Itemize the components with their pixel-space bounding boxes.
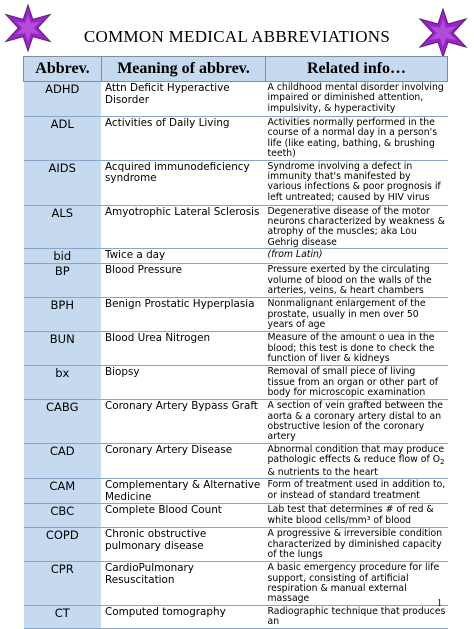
table-row — [24, 504, 448, 528]
abbreviation-cell: CBC — [24, 504, 102, 528]
meaning-cell: Biopsy — [102, 366, 266, 400]
related-info-cell: Nonmalignant enlargement of the prostate, usually in men over 50 years of age — [266, 298, 448, 332]
meaning-cell: Acquired immunodeficiency syndrome — [102, 160, 266, 205]
abbreviation-cell: bid — [24, 249, 102, 264]
table-header-row — [24, 57, 448, 82]
related-info-cell: Abnormal condition that may produce pathologic effects & reduce flow of $O_2$ & nutrients to the heart — [266, 443, 448, 478]
related-info-cell: A section of vein grafted between the aorta & a coronary artery distal to an obstructive lesion of the coronary artery — [266, 400, 448, 444]
page-title: COMMON MEDICAL ABBREVIATIONS — [83, 27, 391, 46]
column-header-meaning: Meaning of abbrev. — [102, 57, 266, 82]
meaning-cell: Computed tomography — [102, 605, 266, 628]
meaning-cell: Twice a day — [102, 249, 266, 264]
column-header-abbrev: Abbrev. — [24, 57, 102, 82]
related-info-cell: Radiographic technique that produces an — [266, 605, 448, 628]
page-number: 1 — [437, 598, 442, 609]
meaning-cell: CardioPulmonary Resuscitation — [102, 562, 266, 606]
column-header-related-info: Related info… — [266, 57, 448, 82]
abbreviation-cell: ADL — [24, 117, 102, 161]
table-row — [24, 205, 448, 249]
table-row — [24, 249, 448, 264]
meaning-cell: Complete Blood Count — [102, 504, 266, 528]
table-row — [24, 117, 448, 161]
table-row — [24, 160, 448, 205]
related-info-cell: Degenerative disease of the motor neurons characterized by weakness & atrophy of the muscles; aka Lou Gehrig disease — [266, 205, 448, 249]
meaning-cell: Blood Pressure — [102, 264, 266, 298]
abbreviations-table — [23, 56, 448, 629]
abbreviation-cell: COPD — [24, 528, 102, 562]
table-row — [24, 528, 448, 562]
table-row — [24, 605, 448, 628]
table-row — [24, 562, 448, 606]
meaning-cell: Coronary Artery Bypass Graft — [102, 400, 266, 444]
related-info-cell: Removal of small piece of living tissue from an organ or other part of body for microscopic examination — [266, 366, 448, 400]
meaning-cell: Coronary Artery Disease — [102, 443, 266, 478]
table-row — [24, 332, 448, 366]
abbreviation-cell: bx — [24, 366, 102, 400]
abbreviation-cell: BP — [24, 264, 102, 298]
meaning-cell: Activities of Daily Living — [102, 117, 266, 161]
table-row — [24, 479, 448, 504]
table-row — [24, 443, 448, 478]
abbreviation-cell: CT — [24, 605, 102, 628]
abbreviation-cell: BUN — [24, 332, 102, 366]
related-info-cell: Measure of the amount o uea in the blood; this test is done to check the function of liver & kidneys — [266, 332, 448, 366]
meaning-cell: Amyotrophic Lateral Sclerosis — [102, 205, 266, 249]
related-info-cell: Syndrome involving a defect in immunity that's manifested by various infections & poor prognosis if left untreated; caused by HIV virus — [266, 160, 448, 205]
abbreviation-cell: BPH — [24, 298, 102, 332]
table-row — [24, 400, 448, 444]
abbreviation-cell: ADHD — [24, 82, 102, 117]
abbreviation-cell: ALS — [24, 205, 102, 249]
related-info-cell: A basic emergency procedure for life support, consisting of artificial respiration & manual external massage — [266, 562, 448, 606]
meaning-cell: Benign Prostatic Hyperplasia — [102, 298, 266, 332]
meaning-cell: Complementary & Alternative Medicine — [102, 479, 266, 504]
table-row — [24, 298, 448, 332]
related-info-cell: A progressive & irreversible condition characterized by diminished capacity of the lungs — [266, 528, 448, 562]
meaning-cell: Attn Deficit Hyperactive Disorder — [102, 82, 266, 117]
abbreviation-cell: CABG — [24, 400, 102, 444]
related-info-cell: Pressure exerted by the circulating volume of blood on the walls of the arteries, veins, & heart chambers — [266, 264, 448, 298]
abbreviation-cell: AIDS — [24, 160, 102, 205]
abbreviation-cell: CAM — [24, 479, 102, 504]
table-row — [24, 366, 448, 400]
abbreviation-cell: CAD — [24, 443, 102, 478]
table-row — [24, 264, 448, 298]
meaning-cell: Chronic obstructive pulmonary disease — [102, 528, 266, 562]
related-info-cell: Form of treatment used in addition to, or instead of standard treatment — [266, 479, 448, 504]
abbreviation-cell: CPR — [24, 562, 102, 606]
table-row — [24, 82, 448, 117]
related-info-cell: A childhood mental disorder involving impaired or diminished attention, impulsivity, & hyperactivity — [266, 82, 448, 117]
related-info-cell: Activities normally performed in the course of a normal day in a person's life (like eating, bathing, & brushing teeth) — [266, 117, 448, 161]
meaning-cell: Blood Urea Nitrogen — [102, 332, 266, 366]
related-info-cell: (from Latin) — [266, 249, 448, 264]
related-info-cell: Lab test that determines # of red & white blood cells/mm³ of blood — [266, 504, 448, 528]
